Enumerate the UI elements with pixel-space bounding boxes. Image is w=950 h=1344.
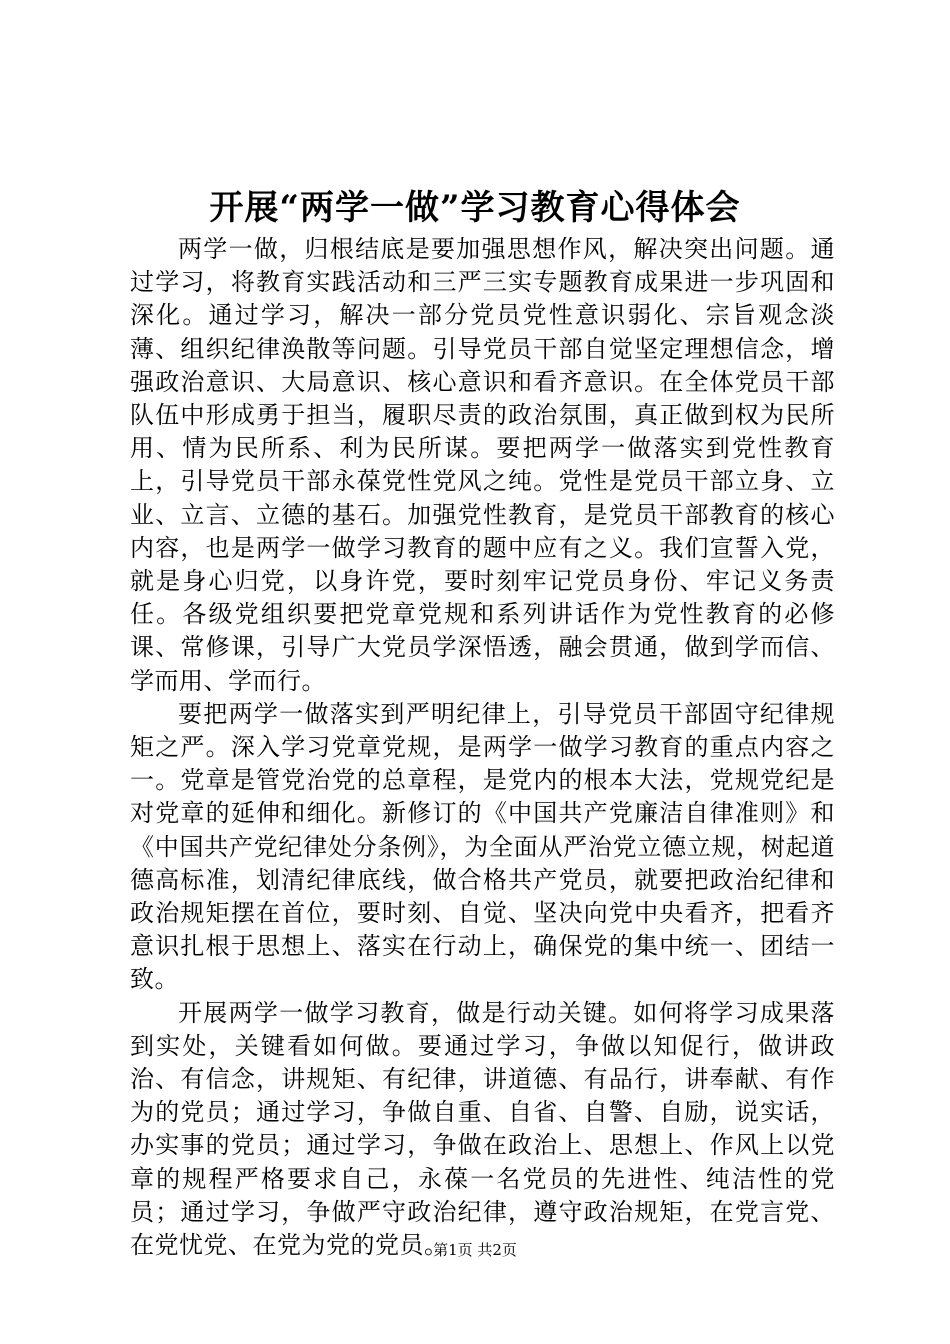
document-body (130, 233, 835, 1262)
document-title: 开展“两学一做”学习教育心得体会 (209, 188, 741, 228)
paragraph: 开展两学一做学习教育，做是行动关键。如何将学习成果落到实处，关键看如何做。要通过学习，争做以知促行，做讲政治、有信念，讲规矩、有纪律，讲道德、有品行，讲奉献、有作为的党员；通过学习，争做自重、自省、自警、自励，说实话，办实事的党员；通过学习，争做在政治上、思想上、作风上以党章的规程严格要求自己，永葆一名党员的先进性、纯洁性的党员；通过学习，争做严守政治纪律，遵守政治规矩，在党言党、在党忧党、在党为党的党员。 (130, 998, 835, 1260)
paragraph: 两学一做，归根结底是要加强思想作风，解决突出问题。通过学习，将教育实践活动和三严三实专题教育成果进一步巩固和深化。通过学习，解决一部分党员党性意识弱化、宗旨观念淡薄、组织纪律涣散等问题。引导党员干部自觉坚定理想信念，增强政治意识、大局意识、核心意识和看齐意识。在全体党员干部队伍中形成勇于担当，履职尽责的政治氛围，真正做到权为民所用、情为民所系、利为民所谋。要把两学一做落实到党性教育上，引导党员干部永葆党性党风之纯。党性是党员干部立身、立业、立言、立德的基石。加强党性教育，是党员干部教育的核心内容，也是两学一做学习教育的题中应有之义。我们宣誓入党，就是身心归党，以身许党，要时刻牢记党员身份、牢记义务责任。各级党组织要把党章党规和系列讲话作为党性教育的必修课、常修课，引导广大党员学深悟透，融会贯通，做到学而信、学而用、学而行。 (130, 235, 835, 695)
paragraph: 要把两学一做落实到严明纪律上，引导党员干部固守纪律规矩之严。深入学习党章党规，是两学一做学习教育的重点内容之一。党章是管党治党的总章程，是党内的根本大法，党规党纪是对党章的延伸和细化。新修订的《中国共产党廉洁自律准则》和《中国共产党纪律处分条例》，为全面从严治党立德立规，树起道德高标准，划清纪律底线，做合格共产党员，就要把政治纪律和政治规矩摆在首位，要时刻、自觉、坚决向党中央看齐，把看齐意识扎根于思想上、落实在行动上，确保党的集中统一、团结一致。 (130, 699, 835, 994)
page-footer: 第1页 共2页 (433, 1241, 517, 1259)
